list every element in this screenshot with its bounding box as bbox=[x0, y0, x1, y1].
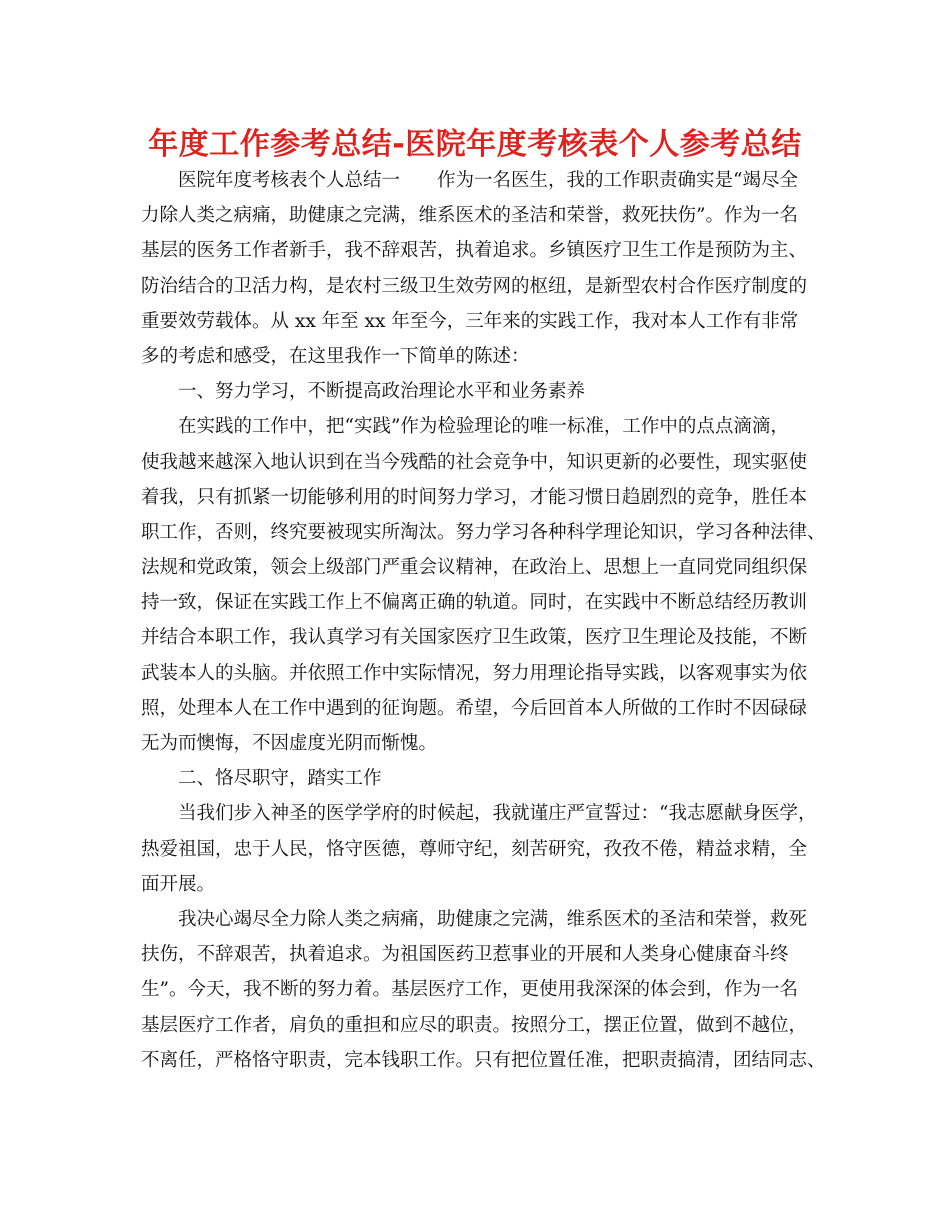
paragraph-line: 重要效劳载体。从 xx 年至 xx 年至今，三年来的实践工作，我对本人工作有非常 bbox=[141, 310, 799, 332]
paragraph-line: 当我们步入神圣的医学学府的时候起，我就谨庄严宣誓过：“我志愿献身医学， bbox=[178, 803, 817, 825]
paragraph-line: 防治结合的卫活力构，是农村三级卫生效劳网的枢纽，是新型农村合作医疗制度的 bbox=[141, 275, 808, 297]
paragraph-line: 照，处理本人在工作中遇到的征询题。希望，今后回首本人所做的工作时不因碌碌 bbox=[141, 697, 808, 719]
paragraph-line: 在实践的工作中，把“实践”作为检验理论的唯一标准，工作中的点点滴滴， bbox=[178, 416, 789, 438]
paragraph-line: 并结合本职工作，我认真学习有关国家医疗卫生政策，医疗卫生理论及技能，不断 bbox=[141, 627, 808, 649]
paragraph-line: 使我越来越深入地认识到在当今残酷的社会竞争中，知识更新的必要性，现实驱使 bbox=[141, 451, 808, 473]
paragraph-line: 持一致，保证在实践工作上不偏离正确的轨道。同时，在实践中不断总结经历教训 bbox=[141, 592, 808, 614]
paragraph-line: 医院年度考核表个人总结一 作为一名医生，我的工作职责确实是“竭尽全 bbox=[178, 170, 798, 191]
paragraph-line: 法规和党政策，领会上级部门严重会议精神，在政治上、思想上一直同党同组织保 bbox=[141, 557, 808, 579]
paragraph-line: 基层医疗工作者，肩负的重担和应尽的职责。按照分工，摆正位置，做到不越位， bbox=[141, 1014, 808, 1036]
document-title: 年度工作参考总结-医院年度考核表个人参考总结 bbox=[148, 127, 802, 162]
paragraph-line: 职工作，否则，终究要被现实所淘汰。努力学习各种科学理论知识，学习各种法律、 bbox=[141, 521, 826, 543]
section-heading: 二、恪尽职守，踏实工作 bbox=[178, 768, 382, 790]
paragraph-line: 热爱祖国，忠于人民，恪守医德，尊师守纪，刻苦研究，孜孜不倦，精益求精，全 bbox=[141, 838, 808, 860]
paragraph-line: 着我，只有抓紧一切能够利用的时间努力学习，才能习惯日趋剧烈的竞争，胜任本 bbox=[141, 486, 808, 508]
paragraph-line: 无为而懊悔，不因虚度光阴而惭愧。 bbox=[141, 733, 438, 754]
paragraph-line: 扶伤，不辞艰苦，执着追求。为祖国医药卫惹事业的开展和人类身心健康奋斗终 bbox=[141, 944, 789, 966]
paragraph-line: 面开展。 bbox=[141, 873, 216, 895]
paragraph-line: 我决心竭尽全力除人类之病痛，助健康之完满，维系医术的圣洁和荣誉，救死 bbox=[178, 908, 808, 930]
document-body bbox=[141, 163, 826, 1078]
paragraph-line: 不离任，严格恪守职责，完本钱职工作。只有把位置任准，把职责搞清，团结同志、 bbox=[141, 1049, 826, 1071]
paragraph-line: 基层的医务工作者新手，我不辞艰苦，执着追求。乡镇医疗卫生工作是预防为主、 bbox=[141, 240, 808, 262]
paragraph-line: 武装本人的头脑。并依照工作中实际情况，努力用理论指导实践，以客观事实为依 bbox=[141, 662, 808, 684]
paragraph-line: 力除人类之病痛，助健康之完满，维系医术的圣洁和荣誉，救死扶伤”。作为一名 bbox=[141, 205, 798, 227]
paragraph-line: 生”。今天，我不断的努力着。基层医疗工作，更使用我深深的体会到，作为一名 bbox=[141, 979, 798, 1001]
section-heading: 一、努力学习，不断提高政治理论水平和业务素养 bbox=[178, 381, 586, 403]
paragraph-line: 多的考虑和感受，在这里我作一下简单的陈述： bbox=[141, 345, 530, 367]
